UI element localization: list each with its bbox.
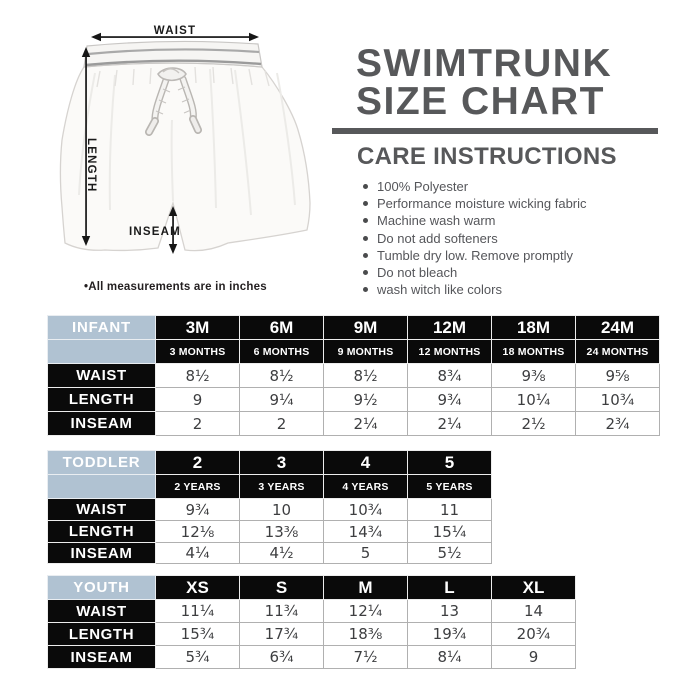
measure-value-cell: 2¾	[576, 412, 660, 436]
care-instruction-item	[363, 281, 587, 298]
measure-value-cell: 8½	[156, 364, 240, 388]
measure-row-inseam	[48, 543, 492, 564]
size-header-cell: L	[408, 576, 492, 600]
size-subheader-row	[48, 475, 492, 499]
size-subheader-cell: 2 YEARS	[156, 475, 240, 499]
measure-value-cell: 13⅜	[240, 521, 324, 543]
measure-value-cell: 2¼	[324, 412, 408, 436]
measure-value-cell: 9	[492, 646, 576, 669]
size-subheader-cell: 12 MONTHS	[408, 340, 492, 364]
page-title	[356, 42, 613, 123]
care-instruction-text: Do not add softeners	[377, 230, 498, 246]
measure-value-cell: 9¾	[156, 499, 240, 521]
measure-value-cell: 4¼	[156, 543, 240, 564]
measure-value-cell: 7½	[324, 646, 408, 669]
length-measure-label: LENGTH	[85, 138, 97, 193]
measure-value-cell: 2	[240, 412, 324, 436]
measure-value-cell: 9⅜	[492, 364, 576, 388]
measure-value-cell: 2	[156, 412, 240, 436]
title-underline-bar	[332, 128, 658, 134]
measure-label-cell: WAIST	[48, 600, 156, 623]
size-header-row	[48, 451, 492, 475]
care-instruction-item	[363, 230, 587, 247]
care-instruction-item	[363, 212, 587, 229]
measure-value-cell: 17¾	[240, 623, 324, 646]
measure-value-cell: 15¾	[156, 623, 240, 646]
measure-label-cell: WAIST	[48, 364, 156, 388]
size-header-cell: 5	[408, 451, 492, 475]
bullet-dot-icon	[363, 253, 368, 258]
measure-value-cell: 9¼	[240, 388, 324, 412]
care-instruction-item	[363, 247, 587, 264]
measure-row-waist	[48, 600, 576, 623]
care-instruction-item	[363, 178, 587, 195]
size-subheader-cell: 5 YEARS	[408, 475, 492, 499]
care-instruction-text: 100% Polyester	[377, 179, 469, 195]
group-blank-cell	[48, 340, 156, 364]
care-instruction-text: wash witch like colors	[377, 282, 502, 298]
measure-value-cell: 4½	[240, 543, 324, 564]
group-header-cell: YOUTH	[48, 576, 156, 600]
measure-value-cell: 10¾	[576, 388, 660, 412]
measure-value-cell: 11¾	[240, 600, 324, 623]
bullet-dot-icon	[363, 218, 368, 223]
measure-label-cell: LENGTH	[48, 388, 156, 412]
measure-value-cell: 10¾	[324, 499, 408, 521]
size-header-cell: 18M	[492, 316, 576, 340]
measure-label-cell: LENGTH	[48, 521, 156, 543]
size-header-row	[48, 576, 576, 600]
measure-value-cell: 10¼	[492, 388, 576, 412]
measure-label-cell: INSEAM	[48, 412, 156, 436]
size-header-cell: 9M	[324, 316, 408, 340]
size-subheader-cell: 4 YEARS	[324, 475, 408, 499]
measure-value-cell: 8½	[240, 364, 324, 388]
measure-label-cell: WAIST	[48, 499, 156, 521]
trunks-illustration	[0, 0, 370, 300]
size-header-cell: 24M	[576, 316, 660, 340]
care-instruction-item	[363, 195, 587, 212]
measure-value-cell: 11	[408, 499, 492, 521]
measure-row-length	[48, 521, 492, 543]
size-header-cell: 4	[324, 451, 408, 475]
measure-row-waist	[48, 499, 492, 521]
care-instruction-text: Performance moisture wicking fabric	[377, 196, 587, 212]
size-header-cell: 3	[240, 451, 324, 475]
size-header-cell: S	[240, 576, 324, 600]
size-header-cell: XL	[492, 576, 576, 600]
group-blank-cell	[48, 475, 156, 499]
bullet-dot-icon	[363, 287, 368, 292]
care-instruction-text: Do not bleach	[377, 265, 458, 281]
bullet-dot-icon	[363, 236, 368, 241]
measure-value-cell: 15¼	[408, 521, 492, 543]
size-header-cell: 3M	[156, 316, 240, 340]
measure-value-cell: 13	[408, 600, 492, 623]
size-header-cell: 6M	[240, 316, 324, 340]
size-header-cell: XS	[156, 576, 240, 600]
bullet-dot-icon	[363, 184, 368, 189]
group-header-cell: TODDLER	[48, 451, 156, 475]
inseam-measure-label: INSEAM	[129, 226, 181, 238]
measure-row-inseam	[48, 646, 576, 669]
size-table-infant	[47, 315, 660, 436]
care-instructions-heading: CARE INSTRUCTIONS	[357, 143, 617, 170]
measure-value-cell: 11¼	[156, 600, 240, 623]
measure-value-cell: 9⅝	[576, 364, 660, 388]
measure-value-cell: 2½	[492, 412, 576, 436]
measure-label-cell: INSEAM	[48, 543, 156, 564]
measure-row-length	[48, 388, 660, 412]
measure-value-cell: 14¾	[324, 521, 408, 543]
title-line-1: SWIMTRUNK	[356, 42, 613, 85]
measure-value-cell: 9½	[324, 388, 408, 412]
measure-value-cell: 10	[240, 499, 324, 521]
measure-value-cell: 14	[492, 600, 576, 623]
size-subheader-cell: 6 MONTHS	[240, 340, 324, 364]
care-instructions-list	[363, 178, 587, 298]
measure-value-cell: 5	[324, 543, 408, 564]
size-subheader-cell: 9 MONTHS	[324, 340, 408, 364]
care-instruction-item	[363, 264, 587, 281]
measure-value-cell: 12⅛	[156, 521, 240, 543]
size-subheader-cell: 24 MONTHS	[576, 340, 660, 364]
bullet-dot-icon	[363, 270, 368, 275]
size-subheader-cell: 3 MONTHS	[156, 340, 240, 364]
size-header-cell: M	[324, 576, 408, 600]
measure-row-inseam	[48, 412, 660, 436]
waist-measure-label: WAIST	[153, 25, 197, 37]
measurements-note: •All measurements are in inches	[84, 281, 267, 293]
size-table-toddler	[47, 450, 492, 564]
title-line-2: SIZE CHART	[356, 80, 605, 123]
size-table-youth	[47, 575, 576, 669]
measure-value-cell: 20¾	[492, 623, 576, 646]
measure-value-cell: 5½	[408, 543, 492, 564]
measure-value-cell: 6¾	[240, 646, 324, 669]
group-header-cell: INFANT	[48, 316, 156, 340]
measure-value-cell: 8½	[324, 364, 408, 388]
measure-value-cell: 9	[156, 388, 240, 412]
size-subheader-cell: 3 YEARS	[240, 475, 324, 499]
care-instruction-text: Machine wash warm	[377, 213, 496, 229]
measure-value-cell: 8¾	[408, 364, 492, 388]
measure-value-cell: 19¾	[408, 623, 492, 646]
bullet-dot-icon	[363, 201, 368, 206]
measure-value-cell: 5¾	[156, 646, 240, 669]
size-subheader-cell: 18 MONTHS	[492, 340, 576, 364]
size-header-cell: 2	[156, 451, 240, 475]
measure-value-cell: 2¼	[408, 412, 492, 436]
size-subheader-row	[48, 340, 660, 364]
care-instruction-text: Tumble dry low. Remove promptly	[377, 247, 574, 263]
measure-value-cell: 8¼	[408, 646, 492, 669]
measure-row-waist	[48, 364, 660, 388]
measure-value-cell: 12¼	[324, 600, 408, 623]
measure-label-cell: INSEAM	[48, 646, 156, 669]
size-header-cell: 12M	[408, 316, 492, 340]
size-header-row	[48, 316, 660, 340]
measure-row-length	[48, 623, 576, 646]
swim-trunks-image	[55, 25, 365, 270]
measure-label-cell: LENGTH	[48, 623, 156, 646]
measure-value-cell: 18⅜	[324, 623, 408, 646]
measure-value-cell: 9¾	[408, 388, 492, 412]
